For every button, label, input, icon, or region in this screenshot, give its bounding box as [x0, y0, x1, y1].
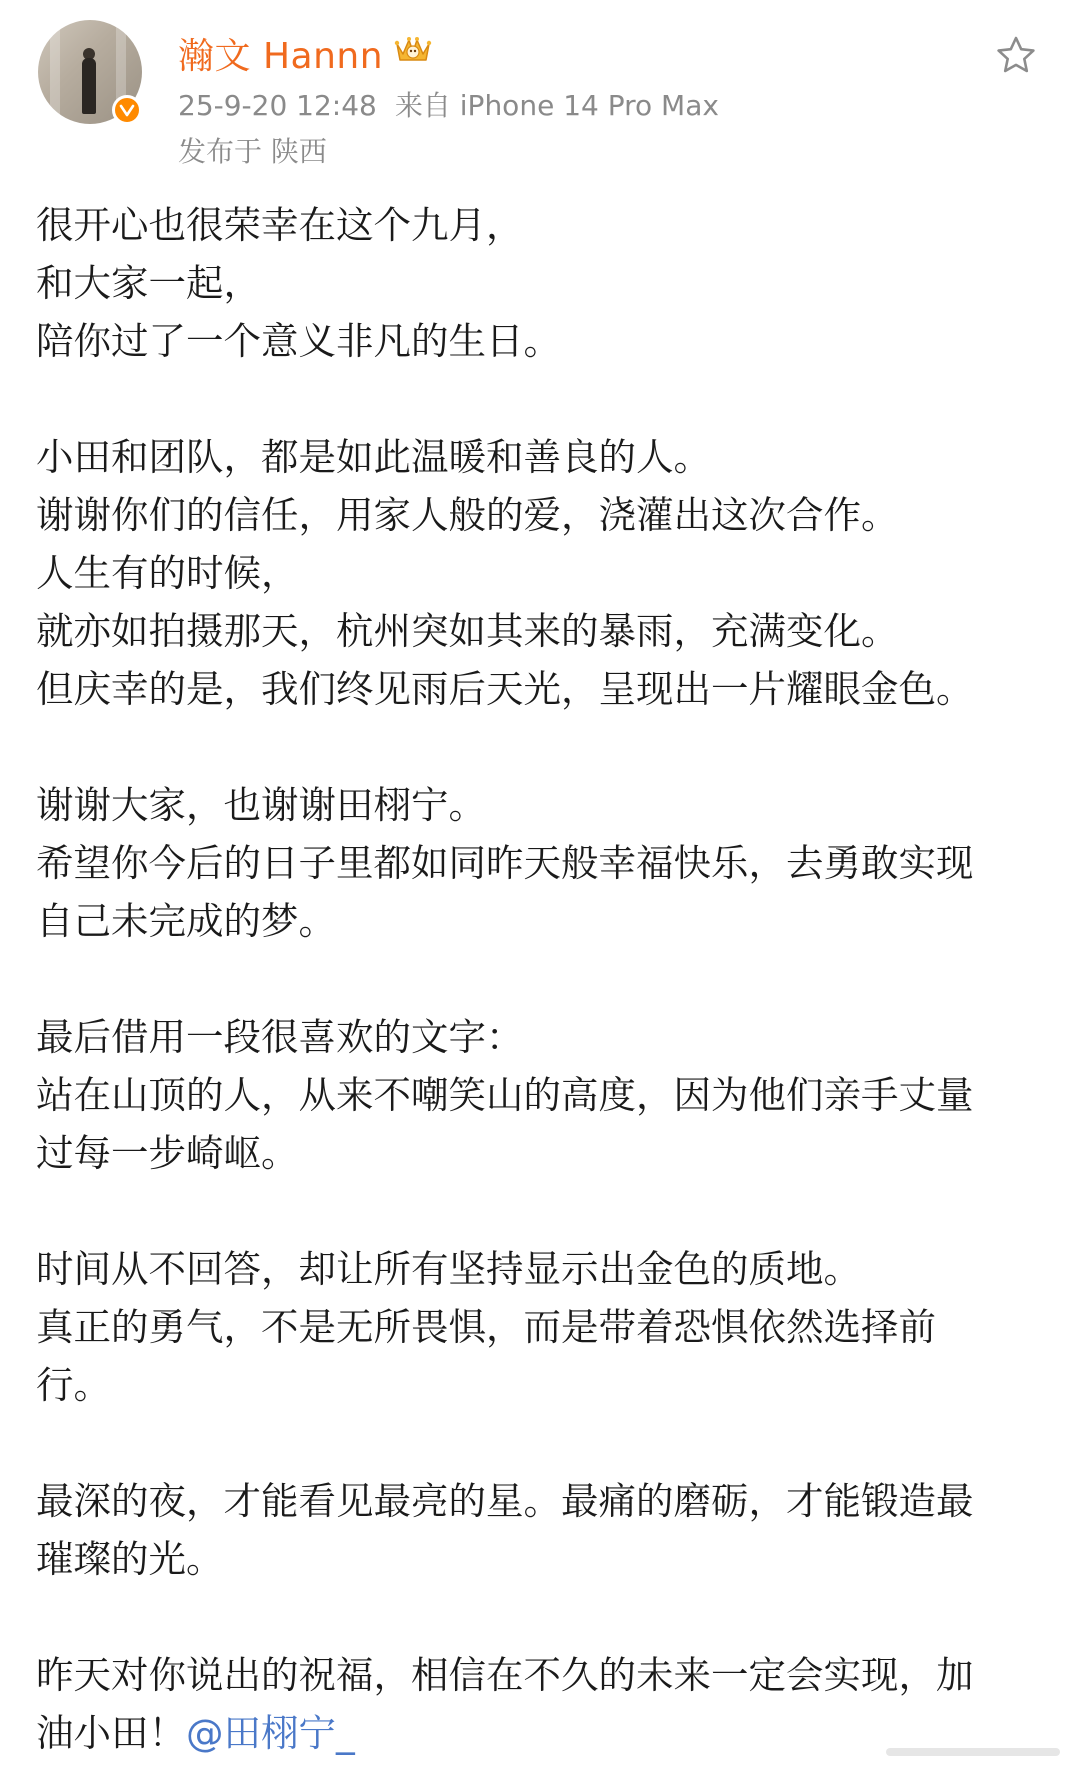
username-row[interactable]: [178, 28, 433, 79]
post-location: 发布于 陕西: [178, 135, 327, 168]
text-line: 人生有的时候，: [36, 551, 299, 595]
verified-badge-icon: [112, 95, 142, 125]
paragraph: [36, 196, 1046, 370]
text-line: 谢谢大家，也谢谢田栩宁。: [36, 783, 486, 827]
text-line: 时间从不回答，却让所有坚持显示出金色的质地。: [36, 1247, 861, 1291]
text-line: 小田和团队，都是如此温暖和善良的人。: [36, 435, 711, 479]
text-line: 真正的勇气，不是无所畏惧，而是带着恐惧依然选择前: [36, 1305, 936, 1349]
text-line: 璀璨的光。: [36, 1537, 224, 1581]
post-header: [0, 0, 1080, 170]
mention-link[interactable]: @田栩宁_: [186, 1711, 355, 1755]
text-line: 和大家一起，: [36, 261, 261, 305]
text-line: 就亦如拍摄那天，杭州突如其来的暴雨，充满变化。: [36, 609, 899, 653]
text-line: 谢谢你们的信任，用家人般的爱，浇灌出这次合作。: [36, 493, 899, 537]
text-line: 行。: [36, 1363, 111, 1407]
paragraph: [36, 428, 1046, 718]
text-line: 最后借用一段很喜欢的文字：: [36, 1015, 524, 1059]
text-line: 自己未完成的梦。: [36, 899, 336, 943]
post-source[interactable]: 来自 iPhone 14 Pro Max: [394, 89, 719, 122]
text-line: 最深的夜，才能看见最亮的星。最痛的磨砺，才能锻造最: [36, 1479, 974, 1523]
text-line: 站在山顶的人，从来不嘲笑山的高度，因为他们亲手丈量: [36, 1073, 974, 1117]
text-line: 很开心也很荣幸在这个九月，: [36, 203, 524, 247]
text-line: 希望你今后的日子里都如同昨天般幸福快乐，去勇敢实现: [36, 841, 974, 885]
text-line: 昨天对你说出的祝福，相信在不久的未来一定会实现，加: [36, 1653, 974, 1697]
paragraph: [36, 1240, 1046, 1414]
username[interactable]: 瀚文 Hannn: [178, 36, 384, 77]
paragraph: [36, 776, 1046, 950]
home-indicator: [886, 1748, 1060, 1756]
timestamp: 25-9-20 12:48: [178, 89, 377, 122]
paragraph: [36, 1646, 1046, 1762]
text-fragment: 油小田！: [36, 1711, 186, 1755]
text-line: 但庆幸的是，我们终见雨后天光，呈现出一片耀眼金色。: [36, 667, 974, 711]
star-outline-icon[interactable]: [995, 34, 1037, 76]
text-line: 过每一步崎岖。: [36, 1131, 299, 1175]
post-meta: [178, 84, 719, 124]
paragraph: [36, 1472, 1046, 1588]
post-body: [36, 196, 1046, 1762]
text-line: 陪你过了一个意义非凡的生日。: [36, 319, 561, 363]
crown-icon[interactable]: [393, 32, 433, 75]
paragraph: [36, 1008, 1046, 1182]
